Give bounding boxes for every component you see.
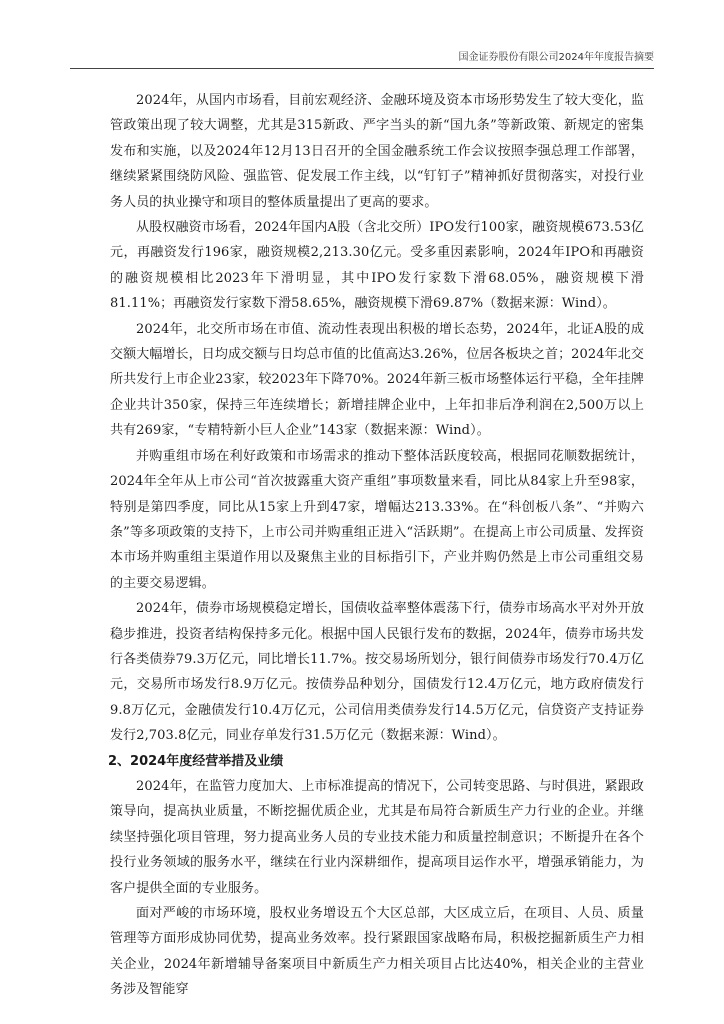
paragraph-regional-headquarters: 面对严峻的市场环境，股权业务增设五个大区总部，大区成立后，在项目、人员、质量管理等方面形成协同优势，提高业务效率。投行紧跟国家战略布局，积极挖掘新质生产力相关企业，2024年新增辅导备案项目中新质生产力相关项目占比达40%，相关企业的主营业务涉及智能穿 [110,906,644,998]
header-title: 国金证券股份有限公司2024年年度报告摘要 [458,52,654,63]
section-title: 2、2024年度经营举措及业绩 [108,753,284,769]
paragraph-bse-market: 2024年，北交所市场在市值、流动性表现出积极的增长态势，2024年，北证A股的成交额大幅增长，日均成交额与日均总市值的比值高达3.26%，位居各板块之首；2024年北交所共发行上市企业23家，较2023年下降70%。2024年新三板市场整体运行平稳，全年挂牌企业共计350家，保持三年连续增长；新增挂牌企业中，上年扣非后净利润在2,500万以上共有269家，“专精特新小巨人企业”143家（数据来源：Wind）。 [110,321,644,439]
paragraph-bond-market: 2024年，债券市场规模稳定增长，国债收益率整体震荡下行，债券市场高水平对外开放稳步推进，投资者结构保持多元化。根据中国人民银行发布的数据，2024年，债券市场共发行各类债券79.3万亿元，同比增长11.7%。按交易场所划分，银行间债券市场发行70.4万亿元，交易所市场发行8.9万亿元。按债券品种划分，国债发行12.4万亿元，地方政府债发行9.8万亿元，金融债发行10.4万亿元，公司信用类债券发行14.5万亿元，信贷资产支持证券发行2,703.8亿元，同业存单发行31.5万亿元（数据来源：Wind）。 [110,601,644,744]
paragraph-equity-financing: 从股权融资市场看，2024年国内A股（含北交所）IPO发行100家，融资规模673.53亿元，再融资发行196家，融资规模2,213.30亿元。受多重因素影响，2024年IPO和再融资的融资规模相比2023年下滑明显，其中IPO发行家数下滑68.05%，融资规模下滑81.11%；再融资发行家数下滑58.65%，融资规模下滑69.87%（数据来源：Wind）。 [110,220,644,312]
document-body [110,88,644,1003]
paragraph-mergers-acquisitions: 并购重组市场在利好政策和市场需求的推动下整体活跃度较高，根据同花顺数据统计，2024年全年从上市公司“首次披露重大资产重组”事项数量来看，同比从84家上升至98家，特别是第四季度，同比从15家上升到47家，增幅达213.33%。在“科创板八条”、“并购六条”等多项政策的支持下，上市公司并购重组正进入“活跃期”。在提高上市公司质量、发挥资本市场并购重组主渠道作用以及聚焦主业的目标指引下，产业并购仍然是上市公司重组交易的主要交易逻辑。 [110,448,644,591]
paragraph-market-overview: 2024年，从国内市场看，目前宏观经济、金融环境及资本市场形势发生了较大变化，监管政策出现了较大调整，尤其是315新政、严字当头的新“国九条”等新政策、新规定的密集发布和实施，以及2024年12月13日召开的全国金融系统工作会议按照李强总理工作部署，继续紧紧围绕防风险、强监管、促发展工作主线，以“钉钉子”精神抓好贯彻落实，对投行业务人员的执业操守和项目的整体质量提出了更高的要求。 [110,93,644,210]
paragraph-business-measures: 2024年，在监管力度加大、上市标准提高的情况下，公司转变思路、与时俱进，紧跟政策导向，提高执业质量，不断挖掘优质企业，尤其是布局符合新质生产力行业的企业。并继续坚持强化项目管理，努力提高业务人员的专业技术能力和质量控制意识；不断提升在各个投行业务领域的服务水平，继续在行业内深耕细作，提高项目运作水平，增强承销能力，为客户提供全面的专业服务。 [110,778,644,896]
page-header [70,50,654,69]
